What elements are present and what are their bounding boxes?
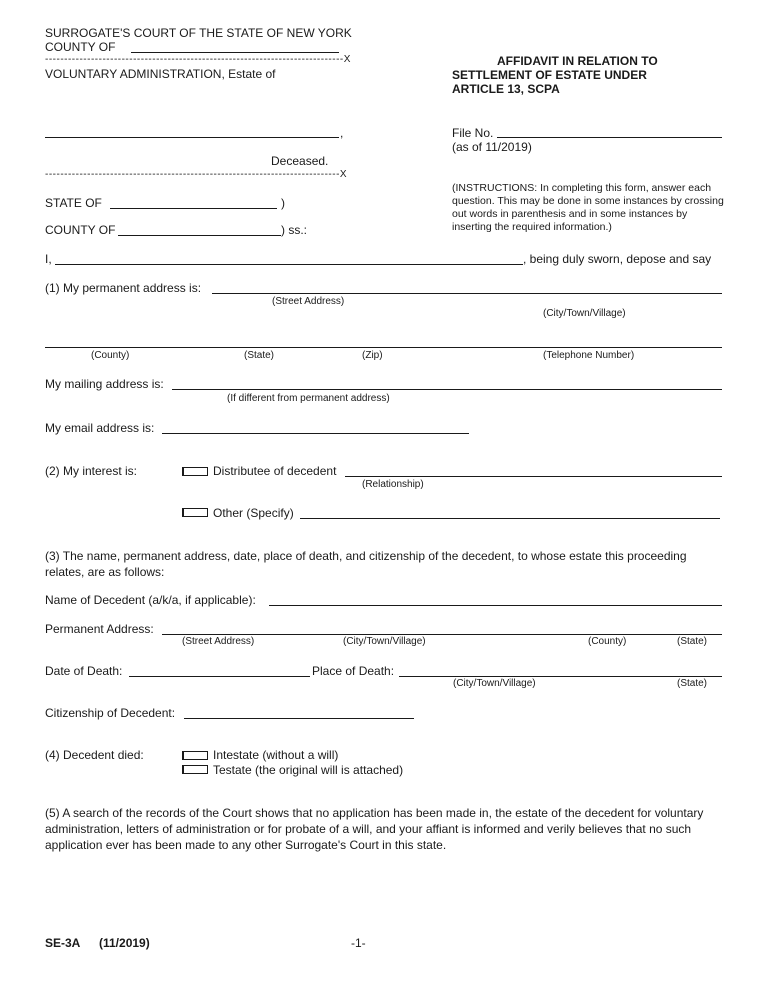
form-id: SE-3A (45, 936, 81, 950)
intestate-label: Intestate (without a will) (213, 748, 339, 762)
hint-county: (County) (91, 350, 130, 361)
estate-label: VOLUNTARY ADMINISTRATION, Estate of (45, 67, 276, 81)
caption-comma: , (340, 126, 344, 140)
mailing-address-label: My mailing address is: (45, 377, 164, 391)
decedent-full-name-field[interactable] (269, 605, 722, 606)
citizenship-label: Citizenship of Decedent: (45, 706, 176, 720)
interest-label: (2) My interest is: (45, 464, 138, 478)
title-line-1: AFFIDAVIT IN RELATION TO (497, 54, 658, 68)
decedent-name-field[interactable] (45, 137, 339, 138)
caption-bottom-divider: -----------------------------------------------------------------------------X (45, 170, 348, 180)
perm-address-label: Permanent Address: (45, 622, 154, 636)
permanent-address-label: (1) My permanent address is: (45, 281, 202, 295)
hint-zip: (Zip) (362, 350, 383, 361)
hint-dec-street: (Street Address) (182, 636, 255, 647)
hint-street-address: (Street Address) (272, 296, 345, 307)
hint-city: (City/Town/Village) (543, 308, 626, 319)
venue-state-paren: ) (281, 196, 285, 210)
venue-county-label: COUNTY OF (45, 223, 116, 237)
distributee-checkbox[interactable] (182, 467, 208, 476)
court-county-field[interactable] (131, 52, 339, 53)
hint-pod-city: (City/Town/Village) (453, 678, 536, 689)
testate-checkbox[interactable] (182, 765, 208, 774)
file-as-of: (as of 11/2019) (452, 140, 532, 154)
date-of-death-label: Date of Death: (45, 664, 123, 678)
hint-dec-state: (State) (677, 636, 708, 647)
permanent-address-field[interactable] (212, 293, 722, 294)
venue-county-field[interactable] (118, 235, 281, 236)
place-of-death-label: Place of Death: (312, 664, 395, 678)
relationship-field[interactable] (345, 476, 722, 477)
decedent-died-label: (4) Decedent died: (45, 748, 144, 762)
venue-state-field[interactable] (110, 208, 277, 209)
page-number: -1- (351, 936, 366, 950)
venue-ss: ) ss.: (281, 223, 307, 237)
caption-top-divider: ------------------------------------------------------------------------------X (45, 55, 351, 65)
intestate-checkbox[interactable] (182, 751, 208, 760)
place-of-death-field[interactable] (399, 676, 722, 677)
mailing-address-field[interactable] (172, 389, 722, 390)
distributee-label: Distributee of decedent (213, 464, 337, 478)
oath-prefix: I, (45, 252, 52, 266)
testate-label: Testate (the original will is attached) (213, 763, 404, 777)
citizenship-field[interactable] (184, 718, 414, 719)
email-label: My email address is: (45, 421, 155, 435)
other-specify-field[interactable] (300, 518, 720, 519)
hint-dec-county: (County) (588, 636, 627, 647)
section-5-text: (5) A search of the records of the Court shows that no application has been made in, the estate of the decedent for voluntary administration, letters of administration or for probate of a will, and your affiant is informed and verily believes that no such application ever has been made to any other Surrogate's Court in this state. (45, 806, 704, 852)
decedent-address-field[interactable] (162, 634, 722, 635)
venue-state-label: STATE OF (45, 196, 102, 210)
deceased-label: Deceased. (271, 154, 329, 168)
other-checkbox[interactable] (182, 508, 208, 517)
hint-relationship: (Relationship) (362, 479, 424, 490)
hint-dec-city: (City/Town/Village) (343, 636, 426, 647)
form-date: (11/2019) (99, 936, 150, 950)
court-county-label: COUNTY OF (45, 40, 116, 54)
hint-state: (State) (244, 350, 275, 361)
date-of-death-field[interactable] (129, 676, 310, 677)
file-no-label: File No. (452, 126, 494, 140)
permanent-address-line-2-field[interactable] (45, 347, 722, 348)
oath-suffix: , being duly sworn, depose and say (523, 252, 712, 266)
email-field[interactable] (162, 433, 469, 434)
hint-telephone: (Telephone Number) (543, 350, 635, 361)
decedent-name-label: Name of Decedent (a/k/a, if applicable): (45, 593, 256, 607)
court-name: SURROGATE'S COURT OF THE STATE OF NEW YORK (45, 26, 352, 40)
instructions-text: (INSTRUCTIONS: In completing this form, answer each question. This may be done in some instances by crossing out words in parenthesis and in some instances by inserting the required information.) (452, 182, 724, 233)
section-3-intro: (3) The name, permanent address, date, place of death, and citizenship of the decedent, to whose estate this proceeding relates, are as follows: (45, 549, 687, 579)
title-line-2: SETTLEMENT OF ESTATE UNDER (452, 68, 647, 82)
file-no-field[interactable] (497, 137, 722, 138)
hint-pod-state: (State) (677, 678, 708, 689)
other-label: Other (Specify) (213, 506, 294, 520)
affiant-name-field[interactable] (55, 264, 523, 265)
title-line-3: ARTICLE 13, SCPA (452, 82, 560, 96)
hint-mailing: (If different from permanent address) (227, 393, 390, 404)
